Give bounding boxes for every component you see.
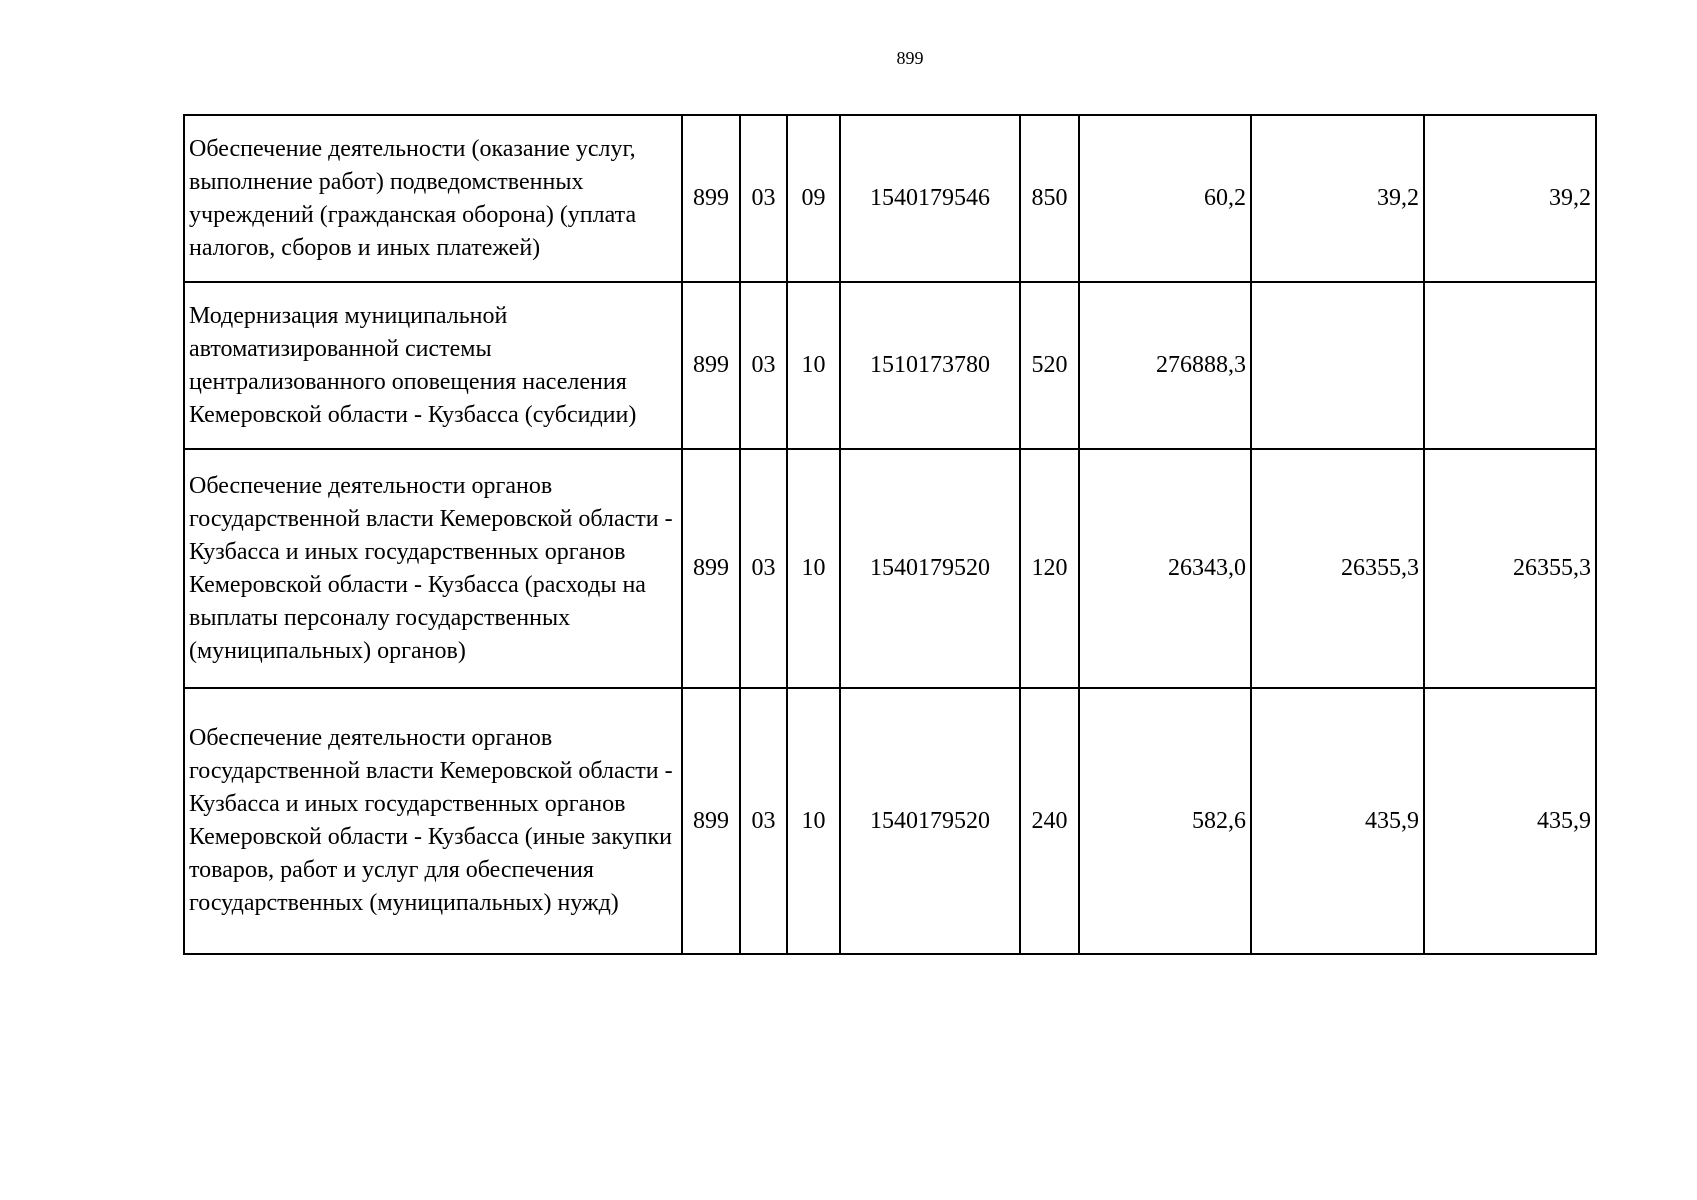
amount-3: 39,2 [1424, 115, 1596, 282]
table-row [184, 282, 1596, 449]
row-description: Обеспечение деятельности органов государственной власти Кемеровской области - Кузбасса и иных государственных органов Кемеровской области - Кузбасса (расходы на выплаты персоналу государственных (муниципальных) органов) [184, 449, 682, 688]
amount-2: 39,2 [1251, 115, 1424, 282]
row-description: Обеспечение деятельности органов государственной власти Кемеровской области - Кузбасса и иных государственных органов Кемеровской области - Кузбасса (иные закупки товаров, работ и услуг для обеспечения государственных (муниципальных) нужд) [184, 688, 682, 954]
amount-1: 276888,3 [1079, 282, 1251, 449]
table-row [184, 115, 1596, 282]
amount-2 [1251, 282, 1424, 449]
expense-type-code: 850 [1020, 115, 1079, 282]
target-article-code: 1540179546 [840, 115, 1020, 282]
amount-2: 26355,3 [1251, 449, 1424, 688]
ministry-code: 899 [682, 115, 740, 282]
target-article-code: 1540179520 [840, 688, 1020, 954]
subsection-code: 10 [787, 449, 840, 688]
amount-1: 582,6 [1079, 688, 1251, 954]
section-code: 03 [740, 115, 787, 282]
subsection-code: 09 [787, 115, 840, 282]
amount-2: 435,9 [1251, 688, 1424, 954]
subsection-code: 10 [787, 688, 840, 954]
budget-table [183, 114, 1597, 955]
amount-3: 435,9 [1424, 688, 1596, 954]
target-article-code: 1540179520 [840, 449, 1020, 688]
expense-type-code: 520 [1020, 282, 1079, 449]
ministry-code: 899 [682, 449, 740, 688]
section-code: 03 [740, 449, 787, 688]
subsection-code: 10 [787, 282, 840, 449]
expense-type-code: 240 [1020, 688, 1079, 954]
target-article-code: 1510173780 [840, 282, 1020, 449]
ministry-code: 899 [682, 282, 740, 449]
amount-3 [1424, 282, 1596, 449]
page-number: 899 [896, 48, 924, 68]
table-row [184, 688, 1596, 954]
amount-1: 60,2 [1079, 115, 1251, 282]
amount-1: 26343,0 [1079, 449, 1251, 688]
ministry-code: 899 [682, 688, 740, 954]
expense-type-code: 120 [1020, 449, 1079, 688]
amount-3: 26355,3 [1424, 449, 1596, 688]
row-description: Обеспечение деятельности (оказание услуг, выполнение работ) подведомственных учреждений (гражданская оборона) (уплата налогов, сборов и иных платежей) [184, 115, 682, 282]
section-code: 03 [740, 282, 787, 449]
section-code: 03 [740, 688, 787, 954]
table-row [184, 449, 1596, 688]
row-description: Модернизация муниципальной автоматизированной системы централизованного оповещения населения Кемеровской области - Кузбасса (субсидии) [184, 282, 682, 449]
